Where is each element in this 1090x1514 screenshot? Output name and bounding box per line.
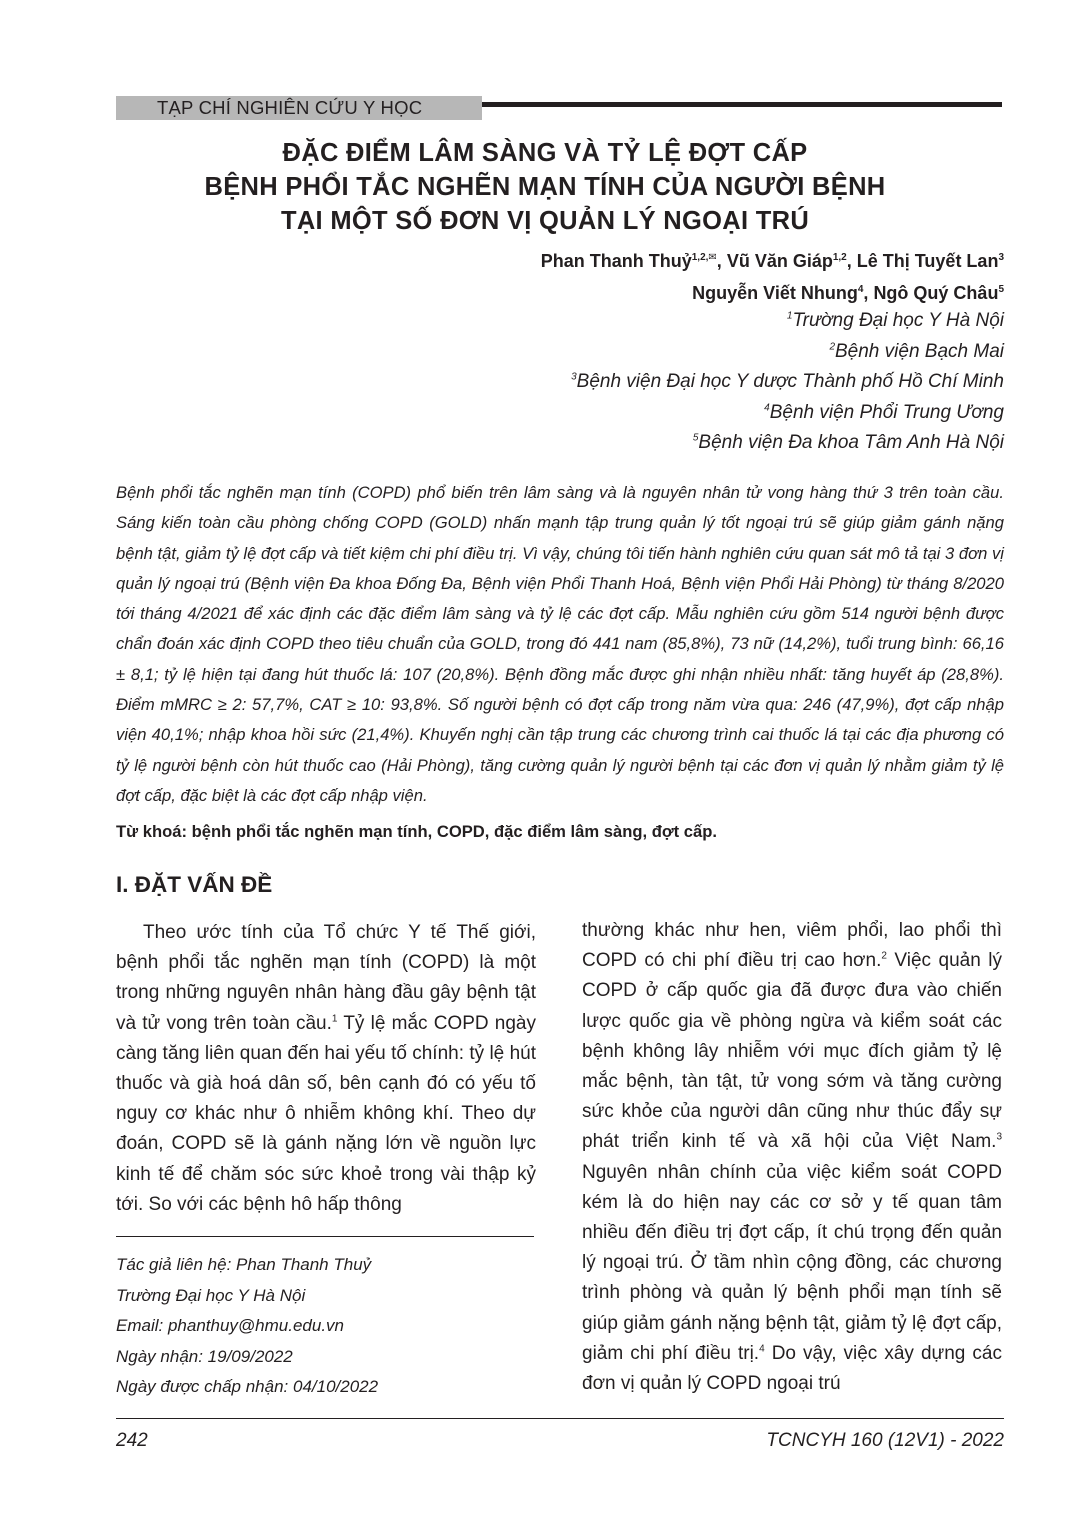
- contact-email: Email: phanthuy@hmu.edu.vn: [116, 1316, 344, 1335]
- footer-rule: [116, 1418, 1004, 1419]
- affiliation-text: Bệnh viện Bạch Mai: [835, 340, 1004, 362]
- affiliation-number: 1: [786, 310, 793, 322]
- affiliation-text: Bệnh viện Phổi Trung Ương: [769, 401, 1004, 423]
- title-line: BỆNH PHỔI TẮC NGHẼN MẠN TÍNH CỦA NGƯỜI BỆNH: [204, 173, 886, 201]
- footnotes: [116, 1250, 378, 1403]
- affiliation-number: 5: [692, 432, 699, 444]
- keywords: Từ khoá: bệnh phổi tắc nghẽn mạn tính, COPD, đặc điểm lâm sàng, đợt cấp.: [116, 822, 717, 841]
- affiliation-text: Trường Đại học Y Hà Nội: [792, 310, 1004, 331]
- affiliation-number: 3: [571, 371, 577, 383]
- author-list: [541, 245, 1004, 309]
- author-separator: ,: [846, 251, 857, 271]
- page-number: 242: [116, 1430, 148, 1451]
- affiliation-text: Bệnh viện Đa khoa Tâm Anh Hà Nội: [698, 432, 1004, 453]
- author-line: [541, 245, 1004, 277]
- affiliation: [571, 306, 1004, 337]
- footnote-rule: [116, 1236, 534, 1237]
- author-name: Nguyễn Viết Nhung: [692, 283, 858, 303]
- author-separator: ,: [863, 283, 874, 303]
- body-text: Tỷ lệ mắc COPD ngày càng tăng liên quan đến hai yếu tố chính: tỷ lệ hút thuốc và già hoá dân số, bên cạnh đó có yếu tố nguy cơ khác như ô nhiễm không khí. Theo dự đoán, COPD sẽ là gánh nặng lớn về nguồn lực kinh tế để chăm sóc sức khoẻ trong vài thập kỷ tới. So với các bệnh hô hấp thông: [116, 1012, 537, 1215]
- body-text: Do vậy, việc xây dựng các đơn vị quản lý COPD ngoại trú: [582, 1342, 1002, 1395]
- author-line: [541, 277, 1004, 309]
- journal-name: TẠP CHÍ NGHIÊN CỨU Y HỌC: [157, 97, 423, 118]
- author-affil-sup: 1,2,✉: [691, 252, 717, 263]
- body-column-right: [582, 916, 1002, 1399]
- citation: 3: [996, 1132, 1002, 1144]
- author-separator: ,: [716, 251, 727, 271]
- contact-author: Tác giả liên hệ: Phan Thanh Thuỷ: [116, 1255, 372, 1274]
- author-name: Vũ Văn Giáp: [726, 251, 833, 271]
- affiliation: [571, 367, 1004, 398]
- affiliation-list: [571, 306, 1004, 459]
- affiliation: [571, 428, 1004, 459]
- article-title: [100, 136, 990, 238]
- body-text: Nguyên nhân chính của việc kiểm soát COPD kém là do hiện nay các cơ sở y tế quan tâm nhiều đến điều trị đợt cấp, ít chú trọng đến quản lý ngoại trú. Ở tầm nhìn cộng đồng, các chương trình phòng và quản lý bệnh phổi mạn tính sẽ giúp giảm gánh nặng bệnh tật, giảm tỷ lệ đợt cấp, giảm chi phí điều trị.: [582, 1161, 1002, 1364]
- body-text: Việc quản lý COPD ở cấp quốc gia đã được đưa vào chiến lược quốc gia về phòng ngừa và kiểm soát các bệnh không lây nhiễm với mục đích giảm tỷ lệ mắc bệnh, tàn tật, tử vong sớm và tăng cường sức khỏe của người dân cũng như thúc đẩy sự phát triển kinh tế và xã hội của Việt Nam.: [582, 950, 1002, 1153]
- affiliation: [571, 398, 1004, 429]
- author-affil-sup: 5: [998, 284, 1004, 295]
- body-text: thường khác như hen, viêm phổi, lao phổi thì COPD có chi phí điều trị cao hơn.: [582, 920, 1002, 972]
- affiliation-number: 4: [764, 402, 770, 414]
- author-affil-sup: 1,2: [832, 252, 847, 263]
- author-name: Lê Thị Tuyết Lan: [856, 251, 999, 271]
- body-column-left: [116, 918, 536, 1220]
- citation: 1: [331, 1013, 338, 1025]
- citation: 4: [759, 1343, 765, 1355]
- affiliation: [571, 337, 1004, 368]
- section-heading: I. ĐẶT VẤN ĐỀ: [116, 872, 273, 897]
- header-rule: [482, 102, 1002, 107]
- title-line: ĐẶC ĐIỂM LÂM SÀNG VÀ TỶ LỆ ĐỢT CẤP: [282, 139, 808, 167]
- journal-issue: TCNCYH 160 (12V1) - 2022: [766, 1430, 1004, 1451]
- author-name: Phan Thanh Thuỷ: [540, 251, 692, 271]
- author-affil-sup: 3: [998, 252, 1004, 263]
- affiliation-text: Bệnh viện Đại học Y dược Thành phố Hồ Chí Minh: [576, 371, 1004, 392]
- contact-institution: Trường Đại học Y Hà Nội: [116, 1285, 306, 1305]
- title-line: TẠI MỘT SỐ ĐƠN VỊ QUẢN LÝ NGOẠI TRÚ: [280, 207, 810, 235]
- body-text: Theo ước tính của Tổ chức Y tế Thế giới, bệnh phổi tắc nghẽn mạn tính (COPD) là một trong những nguyên nhân hàng đầu gây bệnh tật và tử vong trên toàn cầu.: [116, 922, 536, 1034]
- author-name: Ngô Quý Châu: [873, 283, 999, 303]
- author-affil-sup: 4: [857, 284, 864, 295]
- received-date: Ngày nhận: 19/09/2022: [116, 1346, 293, 1366]
- citation: 2: [881, 950, 887, 962]
- accepted-date: Ngày được chấp nhận: 04/10/2022: [116, 1377, 379, 1396]
- abstract: Bệnh phổi tắc nghẽn mạn tính (COPD) phổ biến trên lâm sàng và là nguyên nhân tử vong hàng thứ 3 trên toàn cầu. Sáng kiến toàn cầu phòng chống COPD (GOLD) nhấn mạnh tập trung quản lý tốt ngoại trú sẽ giúp giảm gánh nặng bệnh tật, giảm tỷ lệ đợt cấp và tiết kiệm chi phí điều trị. Vì vậy, chúng tôi tiến hành nghiên cứu quan sát mô tả tại 3 đơn vị quản lý ngoại trú (Bệnh viện Đa khoa Đống Đa, Bệnh viện Phổi Thanh Hoá, Bệnh viện Phổi Hải Phòng) từ tháng 8/2020 tới tháng 4/2021 để xác định các đặc điểm lâm sàng và tỷ lệ các đợt cấp. Mẫu nghiên cứu gồm 514 người bệnh được chẩn đoán xác định COPD theo tiêu chuẩn của GOLD, trong đó 441 nam (85,8%), 73 nữ (14,2%), tuổi trung bình: 66,16 ± 8,1; tỷ lệ hiện tại đang hút thuốc lá: 107 (20,8%). Bệnh đồng mắc được ghi nhận nhiều nhất: tăng huyết áp (28,8%). Điểm mMRC ≥ 2: 57,7%, CAT ≥ 10: 93,8%. Số người bệnh có đợt cấp trong năm vừa qua: 246 (47,9%), đợt cấp nhập viện 40,1%; nhập khoa hồi sức (21,4%). Khuyến nghị cần tập trung các chương trình cai thuốc lá tại các địa phương có tỷ lệ người bệnh còn hút thuốc cao (Hải Phòng), tăng cường quản lý người bệnh tại các đơn vị quản lý nhằm giảm tỷ lệ đợt cấp, đặc biệt là các đợt cấp nhập viện.: [116, 483, 1004, 805]
- affiliation-number: 2: [829, 341, 835, 353]
